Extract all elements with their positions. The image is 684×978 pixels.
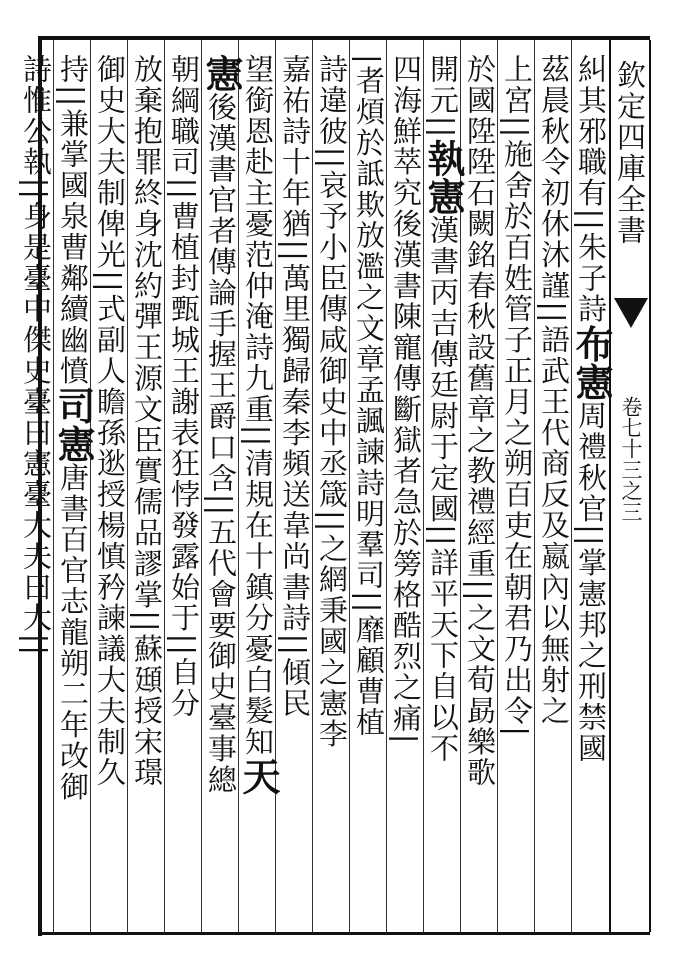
- body-text: 唐書百官志龍朔二年改御: [56, 462, 90, 803]
- body-text: 史臺曰憲臺大夫曰大||: [19, 355, 53, 657]
- text-column-5: [421, 54, 466, 922]
- body-text: 糾其邪職有||朱子詩: [574, 54, 608, 325]
- body-text: 漢書丙吉傳廷尉于定國||詳平天下自以不: [426, 215, 460, 764]
- body-text: 語武王代商反及嬴內以無射之: [537, 324, 571, 727]
- margin-juan-number: 卷七十三之三: [619, 396, 643, 522]
- body-text: 於國陞陞石闕銘春秋設舊章之教禮經重||之文荀勗樂歌: [463, 54, 497, 789]
- text-column-12: [164, 54, 204, 922]
- body-text: 持||兼掌國泉曹鄰續幽憤: [56, 54, 90, 387]
- body-text: 上宮||施舍於百姓管子正月之朔百吏在朝君乃出令|: [500, 54, 534, 738]
- text-column-3: [497, 54, 537, 922]
- margin-outer-rule: [649, 40, 651, 932]
- body-text: 周禮秋官||掌憲邦之刑禁國: [574, 400, 608, 764]
- entry-heading: 布憲: [569, 324, 614, 401]
- frame-bottom-border: [38, 932, 650, 935]
- entry-heading: 天: [236, 757, 281, 796]
- entry-heading: 司憲: [51, 386, 96, 463]
- text-column-1: [569, 54, 614, 922]
- body-text: 嘉祐詩十年猶||萬里獨歸秦李頻送韋尚書詩||傾民: [278, 54, 312, 719]
- text-column-2: [534, 54, 574, 922]
- text-column-14: [90, 54, 130, 922]
- body-text: 御史大夫制俾光||式副人瞻孫逖授楊慎矜諫議大夫制久: [93, 54, 127, 789]
- body-text: 後漢書官者傳論手握王爵口含||五代會要御史臺事總: [204, 92, 238, 796]
- body-text: 朝綱職司||曹植封甄城王謝表狂悖發露始于||自分: [167, 54, 201, 719]
- text-column-6: [386, 54, 426, 922]
- text-column-7: [349, 54, 389, 922]
- text-column-15: [51, 54, 96, 922]
- body-text: 茲晨秋令初休沐謹||: [537, 54, 571, 325]
- text-column-4: [460, 54, 500, 922]
- body-text: 放棄抱罪終身沈約彈王源文臣實儒品謬掌||蘇頲授宋璟: [130, 54, 164, 789]
- body-text: 四海鮮萃: [389, 54, 423, 178]
- body-text: 詩違彼||哀予小臣傳咸御史中丞箴||之網秉國之憲李: [315, 54, 349, 750]
- entry-heading: 執憲: [421, 139, 466, 216]
- frame-top-border: [40, 36, 650, 40]
- body-text: 詩惟公執||身是臺中傑: [19, 54, 53, 356]
- text-column-9: [275, 54, 315, 922]
- body-text: 望銜恩赴主憂范仲淹詩九重||清規在十鎮分憂白髮知: [241, 54, 275, 758]
- text-column-13: [127, 54, 167, 922]
- entry-heading: 憲: [199, 54, 244, 92]
- text-column-10: [236, 54, 281, 922]
- fishtail-mark: [614, 298, 648, 328]
- body-text: 究後漢書陳寵傳斷獄者急於篣格酷烈之痛|: [389, 177, 423, 746]
- text-column-11: [199, 54, 244, 922]
- text-column-8: [312, 54, 352, 922]
- body-text: 開元||: [426, 54, 460, 140]
- body-text: |者煩於詆欺放濫之文章孟諷諫詩明羣司||靡顧曹植: [352, 54, 386, 738]
- margin-book-title: 欽定四庫全書: [613, 60, 647, 246]
- text-column-16: [16, 54, 56, 922]
